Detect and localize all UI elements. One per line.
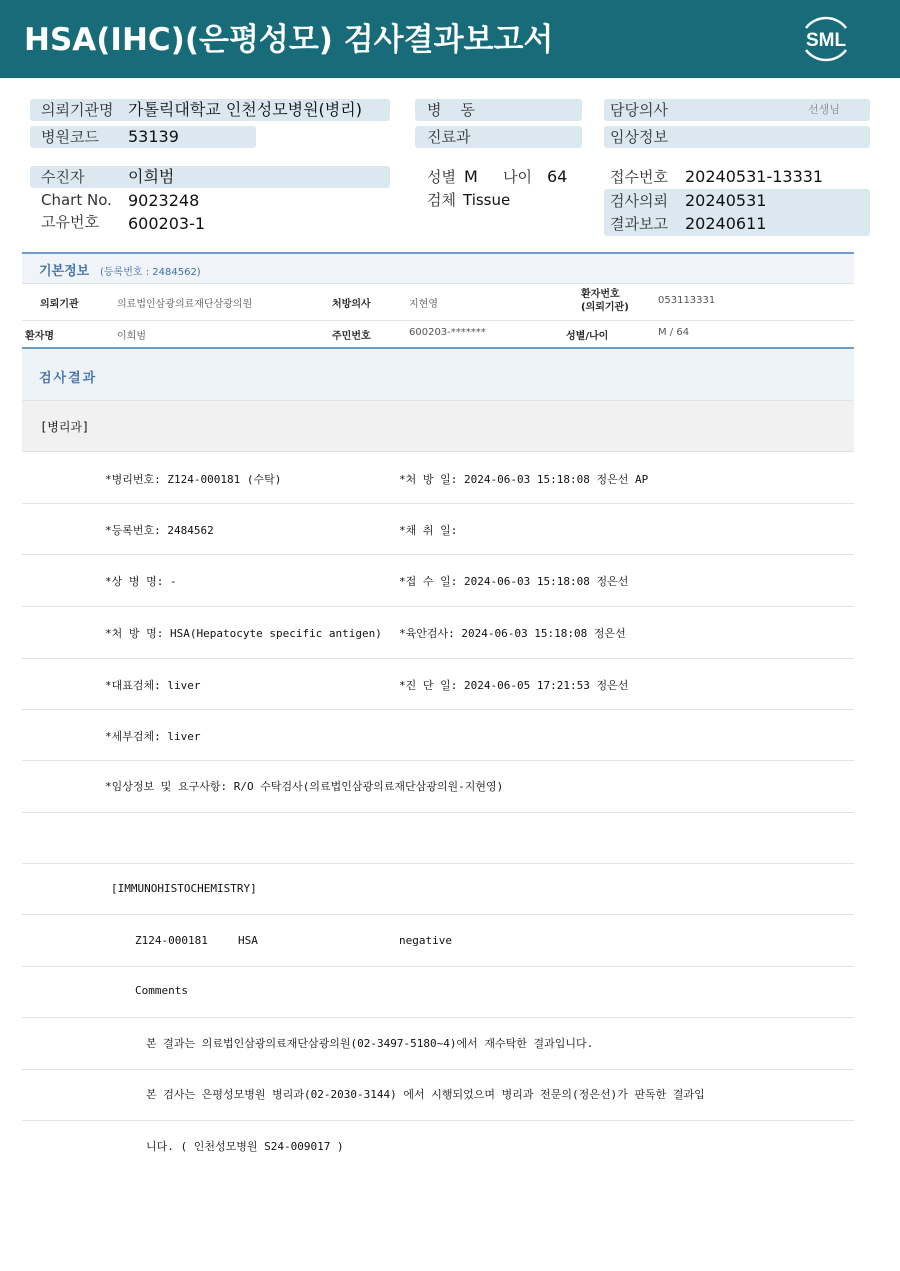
ihc-case: Z124-000181 bbox=[135, 934, 208, 947]
basic-info-reg: (등록번호 : 2484562) bbox=[100, 267, 201, 278]
result-row-6 bbox=[22, 710, 854, 761]
hospital-code-value: 53139 bbox=[128, 127, 179, 146]
chart-value: 9023248 bbox=[128, 191, 200, 210]
result-row-blank bbox=[22, 813, 854, 864]
patient-no-label-1: 환자번호 bbox=[581, 289, 620, 300]
gross-exam-date: *육안검사: 2024-06-03 15:18:08 정은선 bbox=[399, 627, 626, 640]
id-label: 주민번호 bbox=[332, 331, 371, 342]
logo-text: SML bbox=[805, 30, 847, 51]
comment-line-1: 본 결과는 의료법인삼광의료재단삼광의원(02-3497-5180~4)에서 재수탁한 결과입니다. bbox=[146, 1037, 594, 1050]
patient-label: 수진자 bbox=[41, 168, 85, 186]
comment-line-2: 본 검사는 은평성모병원 병리과(02-2030-3144) 에서 시행되었으며 병리과 전문의(정은선)가 판독한 결과입 bbox=[146, 1088, 705, 1101]
basic-info-row-2 bbox=[22, 321, 854, 347]
diagnosis-date: *진 단 일: 2024-06-05 17:21:53 정은선 bbox=[399, 679, 629, 692]
unique-label: 고유번호 bbox=[41, 213, 99, 231]
ward-label: 병 동 bbox=[427, 101, 476, 119]
receipt-value: 20240531-13331 bbox=[685, 167, 824, 186]
chart-label: Chart No. bbox=[41, 191, 112, 209]
sex-value: M bbox=[464, 167, 478, 186]
basic-info-bar bbox=[22, 252, 854, 284]
registration-number: *등록번호: 2484562 bbox=[105, 524, 214, 537]
result-row-ihc bbox=[22, 915, 854, 967]
dept-bar bbox=[22, 401, 854, 452]
unique-value: 600203-1 bbox=[128, 214, 206, 233]
comment-line-3: 니다. ( 인천성모병원 S24-009017 ) bbox=[146, 1140, 344, 1153]
doctor-suffix: 선생님 bbox=[808, 103, 840, 116]
receipt-date: *접 수 일: 2024-06-03 15:18:08 정은선 bbox=[399, 575, 629, 588]
age-label: 나이 bbox=[503, 168, 532, 186]
specimen-value: Tissue bbox=[463, 191, 511, 209]
result-row-ihc-header bbox=[22, 864, 854, 915]
org-label: 의뢰기관 bbox=[40, 299, 79, 310]
comments-label: Comments bbox=[135, 984, 188, 997]
receipt-label: 접수번호 bbox=[610, 168, 668, 186]
report-label: 결과보고 bbox=[610, 215, 668, 233]
id-value: 600203-******* bbox=[409, 327, 486, 338]
result-row-comment-3 bbox=[22, 1121, 854, 1171]
collect-date: *채 취 일: bbox=[399, 524, 458, 537]
result-title: 검사결과 bbox=[39, 371, 98, 386]
request-label: 검사의뢰 bbox=[610, 192, 668, 210]
result-row-4 bbox=[22, 607, 854, 659]
order-name: *처 방 명: HSA(Hepatocyte specific antigen) bbox=[105, 627, 382, 640]
patient-value: 이희범 bbox=[128, 167, 175, 186]
result-row-7 bbox=[22, 761, 854, 813]
prescribe-date: *처 방 일: 2024-06-03 15:18:08 정은선 AP bbox=[399, 473, 649, 486]
org-value: 의료법인삼광의료재단삼광의원 bbox=[117, 299, 253, 310]
patient-no-value: 053113331 bbox=[658, 295, 716, 306]
representative-specimen: *대표검체: liver bbox=[105, 679, 201, 692]
result-row-comments bbox=[22, 967, 854, 1018]
sexage-label: 성별/나이 bbox=[566, 331, 609, 342]
detail-specimen: *세부검체: liver bbox=[105, 730, 201, 743]
clinical-info-request: *임상정보 및 요구사항: R/O 수탁검사(의료법인삼광의료재단삼광의원-지현영) bbox=[105, 780, 504, 793]
dept-label: [병리과] bbox=[40, 420, 90, 434]
patient-name-value: 이희범 bbox=[117, 331, 146, 342]
result-row-2 bbox=[22, 504, 854, 555]
result-row-1 bbox=[22, 452, 854, 504]
report-header bbox=[0, 0, 900, 78]
requesting-org-value: 가톨릭대학교 인천성모병원(병리) bbox=[128, 100, 362, 119]
basic-info-title: 기본정보 bbox=[39, 264, 90, 279]
doctor-label: 담당의사 bbox=[610, 101, 668, 119]
result-row-comment-2 bbox=[22, 1070, 854, 1121]
basic-info-row-1 bbox=[22, 284, 854, 321]
request-value: 20240531 bbox=[685, 191, 767, 210]
hospital-code-label: 병원코드 bbox=[41, 128, 99, 146]
result-row-5 bbox=[22, 659, 854, 710]
specimen-label: 검체 bbox=[427, 191, 456, 209]
patient-name-label: 환자명 bbox=[25, 331, 54, 342]
requesting-org-label: 의뢰기관명 bbox=[41, 101, 114, 119]
report-title: HSA(IHC)(은평성모) 검사결과보고서 bbox=[24, 22, 554, 58]
patient-no-label-2: (의뢰기관) bbox=[581, 302, 629, 313]
disease-name: *상 병 명: - bbox=[105, 575, 177, 588]
clinical-info-label: 임상정보 bbox=[610, 128, 668, 146]
result-row-comment-1 bbox=[22, 1018, 854, 1070]
result-bar bbox=[22, 347, 854, 401]
pathology-number: *병리번호: Z124-000181 (수탁) bbox=[105, 473, 282, 486]
age-value: 64 bbox=[547, 167, 568, 186]
ihc-header: [IMMUNOHISTOCHEMISTRY] bbox=[111, 882, 257, 895]
sexage-value: M / 64 bbox=[658, 327, 690, 338]
ihc-result: negative bbox=[399, 934, 452, 947]
prescriber-value: 지현영 bbox=[409, 299, 438, 310]
prescriber-label: 처방의사 bbox=[332, 299, 371, 310]
sex-label: 성별 bbox=[427, 168, 456, 186]
report-value: 20240611 bbox=[685, 214, 767, 233]
result-row-3 bbox=[22, 555, 854, 607]
department-label: 진료과 bbox=[427, 128, 471, 146]
ihc-marker: HSA bbox=[238, 934, 258, 947]
sml-logo-icon bbox=[796, 10, 856, 68]
